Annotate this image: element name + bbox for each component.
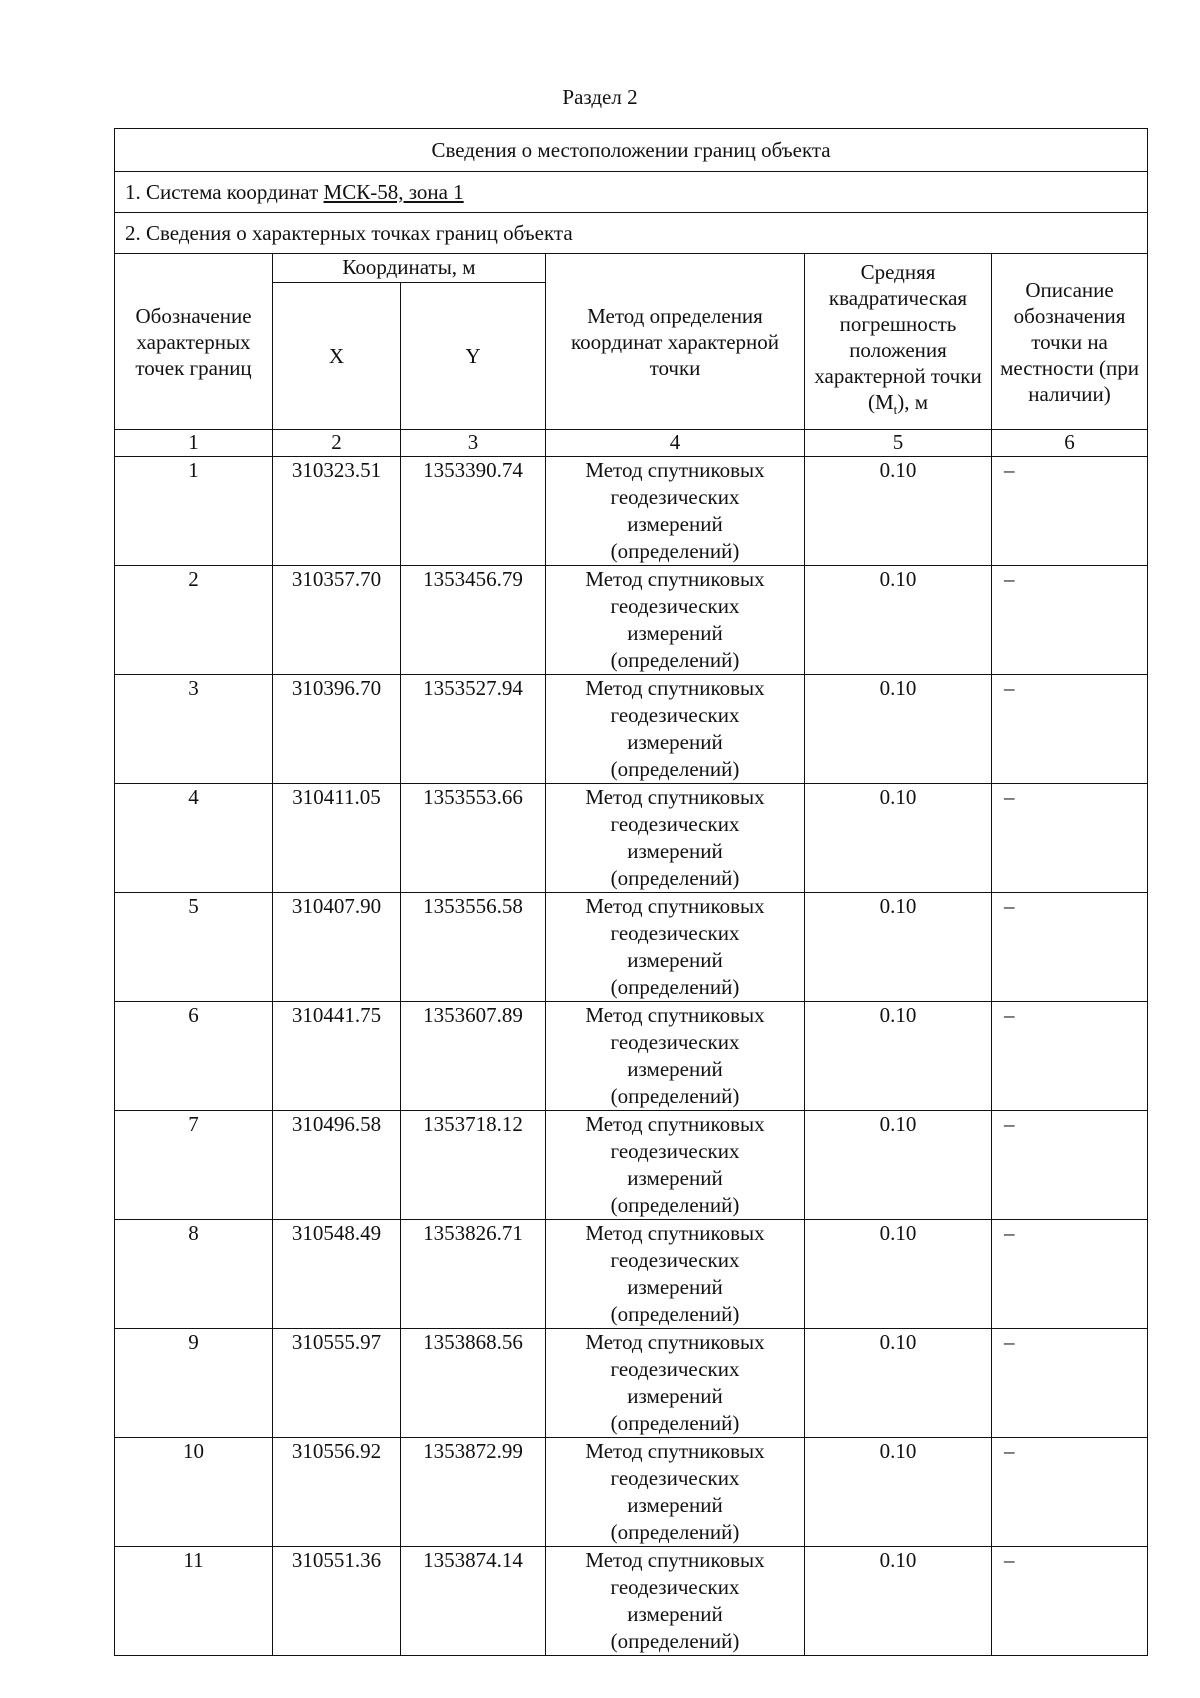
cell-point: 1 [115,457,273,566]
table-row [115,893,1148,1002]
method-line: Метод спутниковых [585,1330,765,1354]
cell-description: – [992,1111,1148,1220]
column-number: 6 [992,430,1148,457]
cell-description: – [992,1547,1148,1656]
method-line: (определений) [610,539,740,563]
cell-y: 1353456.79 [401,566,546,675]
cell-method [546,893,805,1002]
method-line: Метод спутниковых [585,458,765,482]
cell-y: 1353556.58 [401,893,546,1002]
cell-y: 1353872.99 [401,1438,546,1547]
header-point-designation: Обозначение характерных точек границ [115,254,273,430]
cell-method [546,1002,805,1111]
cell-x: 310411.05 [273,784,401,893]
column-number: 4 [546,430,805,457]
cell-point: 9 [115,1329,273,1438]
cell-x: 310323.51 [273,457,401,566]
cell-y: 1353868.56 [401,1329,546,1438]
cell-x: 310357.70 [273,566,401,675]
cell-point: 2 [115,566,273,675]
cell-y: 1353527.94 [401,675,546,784]
method-line: (определений) [610,1193,740,1217]
cell-error: 0.10 [805,457,992,566]
cell-y: 1353607.89 [401,1002,546,1111]
method-line: измерений [627,839,723,863]
cell-x: 310548.49 [273,1220,401,1329]
cell-method [546,566,805,675]
cell-point: 5 [115,893,273,1002]
method-line: геодезических [610,1030,740,1054]
cell-description: – [992,1002,1148,1111]
method-line: (определений) [610,975,740,999]
header-method: Метод определения координат характерной точки [546,254,805,430]
method-line: измерений [627,1602,723,1626]
points-heading: 2. Сведения о характерных точках границ объекта [115,213,1148,254]
method-line: измерений [627,1493,723,1517]
column-number: 5 [805,430,992,457]
coordinate-system-line [115,172,1148,213]
coordinate-system-prefix: 1. Система координат [125,179,324,204]
cell-point: 3 [115,675,273,784]
cell-method [546,784,805,893]
cell-description: – [992,893,1148,1002]
method-line: геодезических [610,1575,740,1599]
method-line: Метод спутниковых [585,1221,765,1245]
cell-method [546,457,805,566]
cell-point: 11 [115,1547,273,1656]
method-line: (определений) [610,866,740,890]
method-line: геодезических [610,1248,740,1272]
cell-x: 310555.97 [273,1329,401,1438]
cell-error: 0.10 [805,893,992,1002]
cell-x: 310496.58 [273,1111,401,1220]
table-title: Сведения о местоположении границ объекта [115,129,1148,172]
cell-point: 6 [115,1002,273,1111]
cell-y: 1353553.66 [401,784,546,893]
column-number: 1 [115,430,273,457]
method-line: (определений) [610,1302,740,1326]
table-row [115,1329,1148,1438]
method-line: Метод спутниковых [585,1439,765,1463]
method-line: измерений [627,948,723,972]
coordinate-system-value: МСК-58, зона 1 [323,179,464,204]
cell-error: 0.10 [805,1438,992,1547]
cell-description: – [992,784,1148,893]
cell-y: 1353390.74 [401,457,546,566]
table-row [115,1002,1148,1111]
header-description: Описание обозначения точки на местности (при наличии) [992,254,1148,430]
header-mean-square-error: Средняя квадратическая погрешность положения характерной точки $(M_t)$, м [805,254,992,430]
cell-description: – [992,675,1148,784]
method-line: Метод спутниковых [585,1112,765,1136]
method-line: Метод спутниковых [585,676,765,700]
method-line: измерений [627,1057,723,1081]
method-line: геодезических [610,921,740,945]
cell-description: – [992,1438,1148,1547]
cell-y: 1353718.12 [401,1111,546,1220]
section-label: Раздел 2 [562,85,638,109]
cell-method [546,1111,805,1220]
table-row [115,1111,1148,1220]
cell-x: 310551.36 [273,1547,401,1656]
header-y: Y [401,283,546,430]
method-line: измерений [627,512,723,536]
column-number: 2 [273,430,401,457]
column-number: 3 [401,430,546,457]
cell-description: – [992,1329,1148,1438]
cell-error: 0.10 [805,1002,992,1111]
method-line: геодезических [610,594,740,618]
cell-description: – [992,566,1148,675]
table-row [115,457,1148,566]
cell-error: 0.10 [805,1547,992,1656]
table-row [115,784,1148,893]
method-line: (определений) [610,648,740,672]
method-line: геодезических [610,485,740,509]
method-line: измерений [627,1384,723,1408]
table-row [115,1220,1148,1329]
cell-x: 310556.92 [273,1438,401,1547]
cell-point: 7 [115,1111,273,1220]
cell-error: 0.10 [805,1329,992,1438]
header-x: X [273,283,401,430]
cell-description: – [992,1220,1148,1329]
cell-x: 310396.70 [273,675,401,784]
cell-error: 0.10 [805,1111,992,1220]
method-line: Метод спутниковых [585,785,765,809]
cell-error: 0.10 [805,784,992,893]
method-line: измерений [627,1275,723,1299]
method-line: (определений) [610,1629,740,1653]
cell-x: 310407.90 [273,893,401,1002]
cell-x: 310441.75 [273,1002,401,1111]
method-line: измерений [627,730,723,754]
column-numbers-row [115,430,1148,457]
cell-error: 0.10 [805,1220,992,1329]
cell-error: 0.10 [805,566,992,675]
table-row [115,566,1148,675]
cell-method [546,1438,805,1547]
method-line: геодезических [610,1466,740,1490]
cell-method [546,1220,805,1329]
method-line: (определений) [610,1411,740,1435]
cell-point: 4 [115,784,273,893]
cell-method [546,1329,805,1438]
cell-error: 0.10 [805,675,992,784]
method-line: (определений) [610,1520,740,1544]
header-coordinates-group: Координаты, м [273,254,546,283]
method-line: измерений [627,1166,723,1190]
method-line: Метод спутниковых [585,567,765,591]
boundary-points-table [114,128,1148,1656]
method-line: Метод спутниковых [585,1003,765,1027]
table-row [115,1547,1148,1656]
method-line: геодезических [610,812,740,836]
cell-y: 1353874.14 [401,1547,546,1656]
method-line: измерений [627,621,723,645]
method-line: геодезических [610,703,740,727]
method-line: (определений) [610,1084,740,1108]
table-row [115,1438,1148,1547]
method-line: Метод спутниковых [585,1548,765,1572]
cell-point: 10 [115,1438,273,1547]
cell-method [546,675,805,784]
table-row [115,675,1148,784]
cell-y: 1353826.71 [401,1220,546,1329]
method-line: Метод спутниковых [585,894,765,918]
cell-description: – [992,457,1148,566]
method-line: геодезических [610,1357,740,1381]
method-line: геодезических [610,1139,740,1163]
cell-point: 8 [115,1220,273,1329]
cell-method [546,1547,805,1656]
method-line: (определений) [610,757,740,781]
